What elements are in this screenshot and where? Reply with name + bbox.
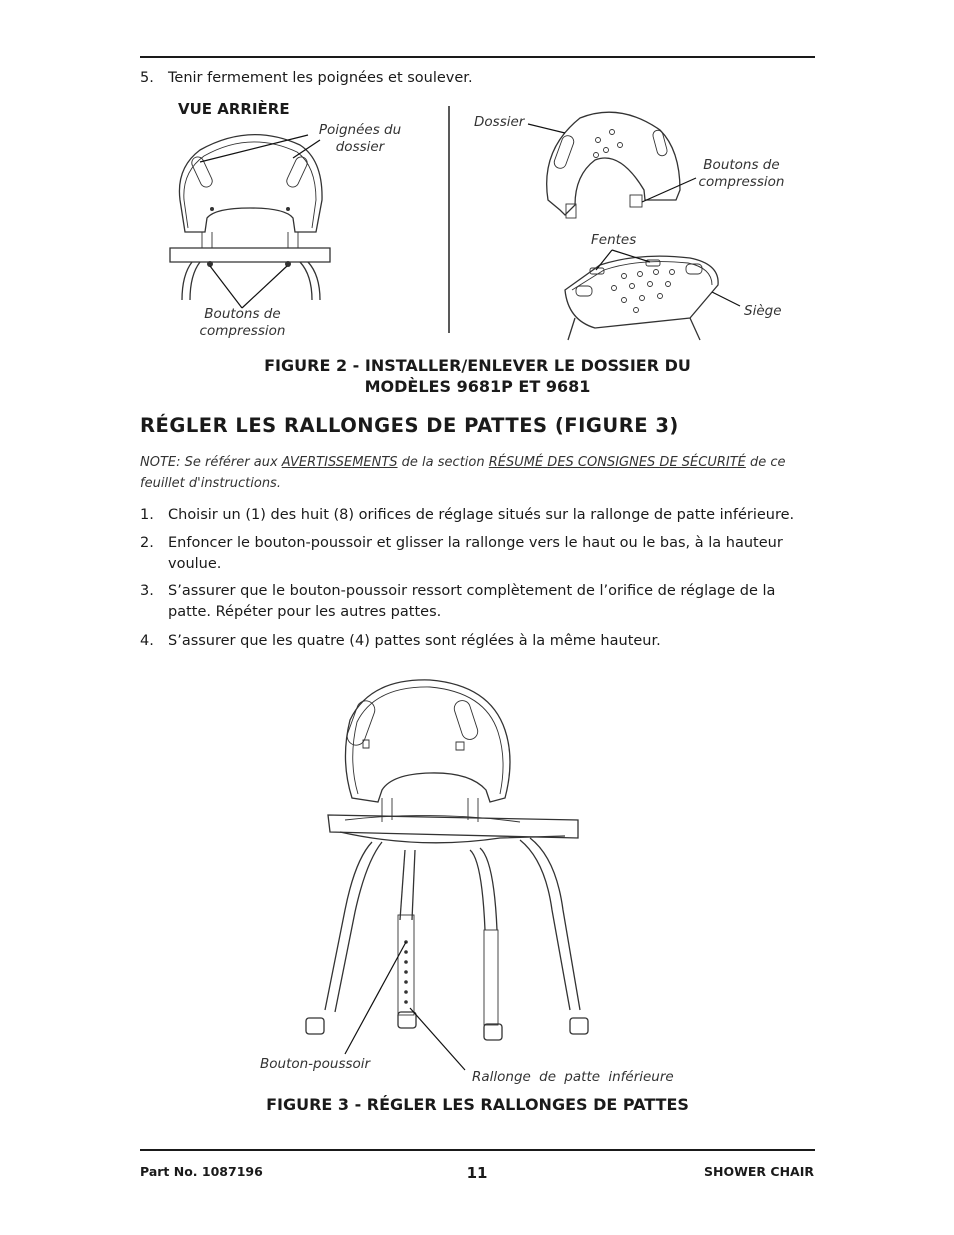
step-2 (140, 533, 820, 577)
step-text: Choisir un (1) des huit (8) orifices de réglage situés sur la rallonge de patte inférieure. (168, 507, 795, 523)
figure-2-caption-line-2: MODÈLES 9681P ET 9681 (364, 377, 591, 396)
label-lower-leg-extension: Rallonge de patte inférieure (472, 1069, 674, 1085)
step-3 (140, 581, 820, 625)
footer-part-number: Part No. 1087196 (140, 1164, 263, 1179)
label-handles: Poignées du dossier (318, 122, 402, 155)
step-number: 4. (140, 633, 154, 649)
note-mid: de la section (397, 455, 489, 470)
footer-product-name: SHOWER CHAIR (704, 1164, 814, 1179)
label-pushbutton: Bouton-poussoir (260, 1056, 371, 1072)
safety-note (140, 452, 820, 494)
figure-3-caption: FIGURE 3 - RÉGLER LES RALLONGES DE PATTES (266, 1095, 689, 1114)
shower-chair (306, 680, 588, 1040)
seat (565, 256, 718, 340)
figure-2-caption (140, 355, 815, 397)
rear-view-chair (170, 135, 330, 300)
step-1 (140, 505, 820, 527)
label-slots: Fentes (591, 232, 637, 248)
step-number: 5. (140, 70, 154, 86)
label-compression-buttons-right: Boutons de compression (698, 157, 785, 190)
label-backrest: Dossier (474, 114, 525, 130)
step-number: 3. (140, 583, 154, 599)
step-text: Enfoncer le bouton-poussoir et glisser la rallonge vers le haut ou le bas, à la hauteur voulue. (168, 535, 783, 572)
detached-backrest (547, 112, 680, 218)
figure-3-illustration (0, 660, 954, 1100)
step-4 (140, 631, 820, 653)
bottom-rule (140, 1149, 815, 1151)
step-text: S’assurer que le bouton-poussoir ressort complètement de l’orifice de réglage de la patte. Répéter pour les autres pattes. (168, 583, 776, 620)
page-number: 11 (466, 1164, 488, 1182)
figure-2-illustration (0, 0, 954, 360)
figure-2-caption-line-1: FIGURE 2 - INSTALLER/ENLEVER LE DOSSIER DU (264, 356, 691, 375)
note-suffix: de ce feuillet d'instructions. (140, 455, 786, 491)
warnings-link[interactable]: AVERTISSEMENTS (281, 455, 398, 470)
section-heading: RÉGLER LES RALLONGES DE PATTES (FIGURE 3) (140, 414, 679, 437)
step-text: S’assurer que les quatre (4) pattes sont réglées à la même hauteur. (168, 633, 661, 649)
rear-view-title: VUE ARRIÈRE (178, 100, 290, 118)
step-number: 1. (140, 507, 154, 523)
label-seat: Siège (744, 303, 782, 319)
safety-summary-link[interactable]: RÉSUMÉ DES CONSIGNES DE SÉCURITÉ (488, 455, 746, 470)
note-prefix: NOTE: Se référer aux (140, 455, 282, 470)
step-text: Tenir fermement les poignées et soulever. (168, 70, 473, 86)
step-number: 2. (140, 535, 154, 551)
label-compression-buttons-left: Boutons de compression (199, 306, 286, 339)
